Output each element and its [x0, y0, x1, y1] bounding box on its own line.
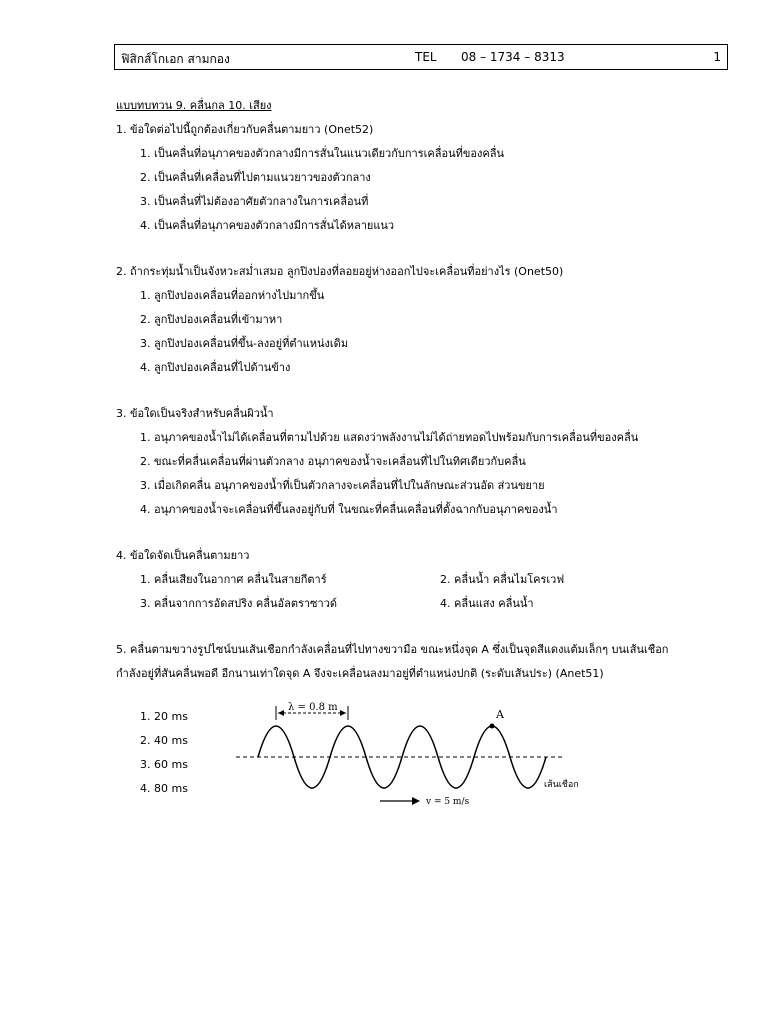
velocity-arrow-head: [412, 797, 420, 805]
q4-option-4: 4. คลื่นแสง คลื่นน้ำ: [440, 597, 534, 610]
q5-option-1: 1. 20 ms: [140, 710, 188, 723]
author-name: ฟิสิกส์โกเอก สามกอง: [121, 52, 230, 66]
q5-option-2: 2. 40 ms: [140, 734, 188, 747]
question-5-line-2: กำลังอยู่ที่สันคลื่นพอดี อีกนานเท่าใดจุด A จึงจะเคลื่อนลงมาอยู่ที่ตำแหน่งปกติ (ระดับเส้นประ) (Anet51): [116, 667, 604, 680]
q2-option-1: 1. ลูกปิงปองเคลื่อนที่ออกห่างไปมากขึ้น: [140, 289, 325, 302]
q2-option-3: 3. ลูกปิงปองเคลื่อนที่ขึ้น-ลงอยู่ที่ตำแหน่งเดิม: [140, 337, 349, 350]
point-a-label: A: [496, 708, 504, 721]
wavelength-label: λ = 0.8 m: [288, 702, 338, 713]
phone-number: 08 – 1734 – 8313: [461, 50, 565, 64]
q4-option-2: 2. คลื่นน้ำ คลื่นไมโครเวฟ: [440, 573, 565, 586]
question-2: 2. ถ้ากระทุ่มน้ำเป็นจังหวะสม่ำเสมอ ลูกปิงปองที่ลอยอยู่ห่างออกไปจะเคลื่อนที่อย่างไร (Onet50): [116, 265, 564, 278]
rope-label: เส้นเชือก: [544, 780, 579, 790]
point-a-dot: [490, 724, 495, 729]
page-number: 1: [713, 50, 721, 64]
q3-option-3: 3. เมื่อเกิดคลื่น อนุภาคของน้ำที่เป็นตัวกลางจะเคลื่อนที่ไปในลักษณะส่วนอัด ส่วนขยาย: [140, 479, 545, 492]
q4-option-1: 1. คลื่นเสียงในอากาศ คลื่นในสายกีตาร์: [140, 573, 327, 586]
q1-option-2: 2. เป็นคลื่นที่เคลื่อนที่ไปตามแนวยาวของตัวกลาง: [140, 171, 371, 184]
q3-option-2: 2. ขณะที่คลื่นเคลื่อนที่ผ่านตัวกลาง อนุภาคของน้ำจะเคลื่อนที่ไปในทิศเดียวกับคลื่น: [140, 455, 526, 468]
q3-option-1: 1. อนุภาคของน้ำไม่ได้เคลื่อนที่ตามไปด้วย แสดงว่าพลังงานไม่ได้ถ่ายทอดไปพร้อมกับการเคลื่อนที่ของคลื่น: [140, 431, 639, 444]
q2-option-2: 2. ลูกปิงปองเคลื่อนที่เข้ามาหา: [140, 313, 283, 326]
q1-option-1: 1. เป็นคลื่นที่อนุภาคของตัวกลางมีการสั่นในแนวเดียวกับการเคลื่อนที่ของคลื่น: [140, 147, 504, 160]
wavelength-arrow-left: [278, 710, 284, 716]
tel-label: TEL: [415, 50, 437, 64]
wave-diagram: [232, 698, 592, 813]
question-3: 3. ข้อใดเป็นจริงสำหรับคลื่นผิวน้ำ: [116, 407, 274, 420]
wavelength-arrow-right: [340, 710, 346, 716]
q3-option-4: 4. อนุภาคของน้ำจะเคลื่อนที่ขึ้นลงอยู่กับที่ ในขณะที่คลื่นเคลื่อนที่ตั้งฉากกับอนุภาคของน้ำ: [140, 503, 558, 516]
q1-option-3: 3. เป็นคลื่นที่ไม่ต้องอาศัยตัวกลางในการเคลื่อนที่: [140, 195, 369, 208]
q5-option-3: 3. 60 ms: [140, 758, 188, 771]
q5-option-4: 4. 80 ms: [140, 782, 188, 795]
q4-option-3: 3. คลื่นจากการอัดสปริง คลื่นอัลตราซาวด์: [140, 597, 338, 610]
page-header: [114, 44, 728, 70]
q1-option-4: 4. เป็นคลื่นที่อนุภาคของตัวกลางมีการสั่นได้หลายแนว: [140, 219, 395, 232]
q2-option-4: 4. ลูกปิงปองเคลื่อนที่ไปด้านข้าง: [140, 361, 291, 374]
question-4: 4. ข้อใดจัดเป็นคลื่นตามยาว: [116, 549, 250, 562]
question-1: 1. ข้อใดต่อไปนี้ถูกต้องเกี่ยวกับคลื่นตามยาว (Onet52): [116, 123, 374, 136]
section-title: แบบทบทวน 9. คลื่นกล 10. เสียง: [116, 99, 272, 112]
velocity-label: v = 5 m/s: [426, 797, 470, 807]
question-5-line-1: 5. คลื่นตามขวางรูปไซน์บนเส้นเชือกกำลังเคลื่อนที่ไปทางขวามือ ขณะหนึ่งจุด A ซึ่งเป็นจุดสีแดงแต้มเล็กๆ บนเส้นเชือก: [116, 643, 669, 656]
